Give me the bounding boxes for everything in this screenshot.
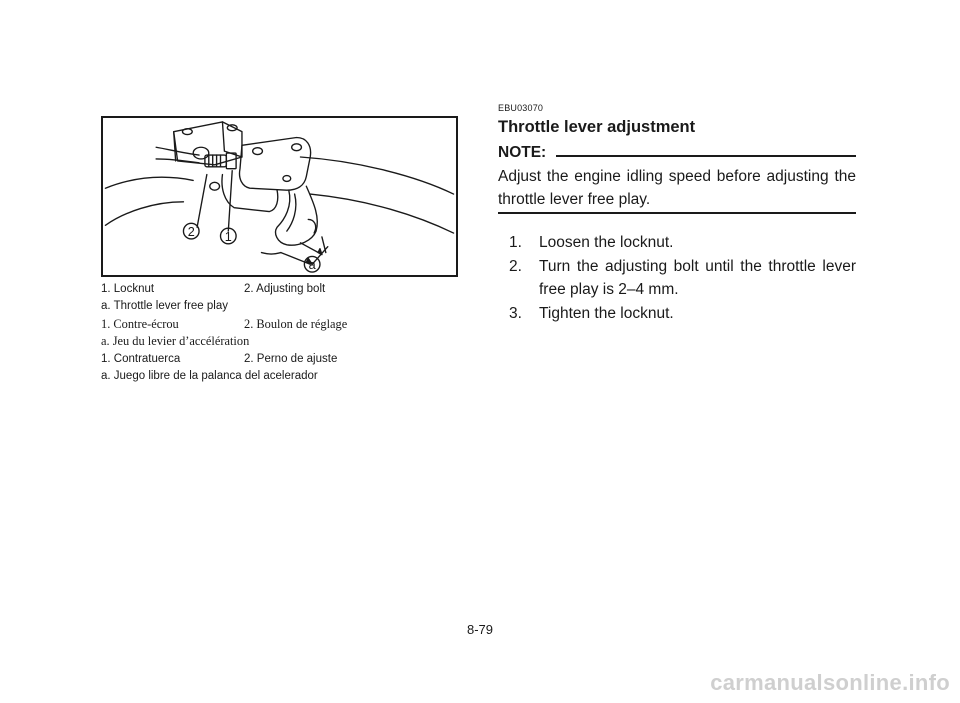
step-number: 1. (509, 234, 522, 251)
leader-2 (197, 175, 207, 228)
left-lever-edge (105, 202, 183, 225)
master-cylinder (174, 122, 242, 165)
cable-upper (156, 147, 199, 155)
callout-1-label: 1 (224, 229, 232, 244)
figure-captions (101, 281, 461, 385)
leader-1 (228, 171, 232, 231)
throttle-lever-illustration (103, 118, 456, 275)
step-text: Tighten the locknut. (539, 304, 674, 322)
caption-row (101, 298, 461, 315)
throttle-housing (240, 138, 311, 191)
step-number: 2. (509, 257, 522, 275)
reservoir-cap (193, 147, 209, 159)
step-text: Loosen the locknut. (539, 234, 674, 251)
note-header (498, 144, 856, 162)
procedure-step (509, 255, 856, 302)
clamp-screw (210, 182, 220, 190)
caption-item: 2. Perno de ajuste (244, 352, 338, 365)
section-code: EBU03070 (498, 103, 544, 113)
caption-row (101, 316, 461, 333)
callout-a-label: a (308, 258, 316, 273)
caption-row (101, 368, 461, 385)
caption-row (101, 351, 461, 368)
caption-row (101, 333, 461, 350)
caption-item: a. Jeu du levier d’accélération (101, 334, 250, 349)
leader-a (261, 253, 281, 254)
section-heading: Throttle lever adjustment (498, 118, 696, 136)
caption-item: 1. Contratuerca (101, 352, 181, 365)
throttle-lever (276, 186, 318, 245)
page-number: 8-79 (466, 622, 494, 637)
procedure-steps (509, 231, 856, 325)
caption-row (101, 281, 461, 298)
procedure-step (509, 231, 856, 255)
watermark: carmanualsonline.info (710, 670, 950, 695)
note-label: NOTE: (498, 144, 547, 161)
handlebar-lower (310, 194, 453, 233)
handlebar-upper (300, 157, 453, 194)
caption-item: a. Juego libre de la palanca del acelerador (101, 369, 318, 382)
caption-item: 2. Boulon de réglage (244, 316, 348, 331)
procedure-step (509, 302, 856, 326)
left-grip-edge (105, 177, 193, 188)
caption-item: 1. Contre-écrou (101, 316, 179, 331)
note-rule-top (556, 155, 856, 157)
note-text: Adjust the engine idling speed before adjusting the throttle lever free play. (498, 168, 856, 208)
step-number: 3. (509, 304, 522, 322)
caption-item: a. Throttle lever free play (101, 300, 228, 313)
callout-2-label: 2 (187, 224, 195, 239)
step-text: Turn the adjusting bolt until the throttle lever free play is 2–4 mm. (539, 257, 856, 298)
caption-item: 1. Locknut (101, 283, 155, 295)
note-rule-bottom (498, 212, 856, 214)
throttle-lever-figure (101, 116, 458, 277)
caption-item: 2. Adjusting bolt (244, 283, 326, 295)
